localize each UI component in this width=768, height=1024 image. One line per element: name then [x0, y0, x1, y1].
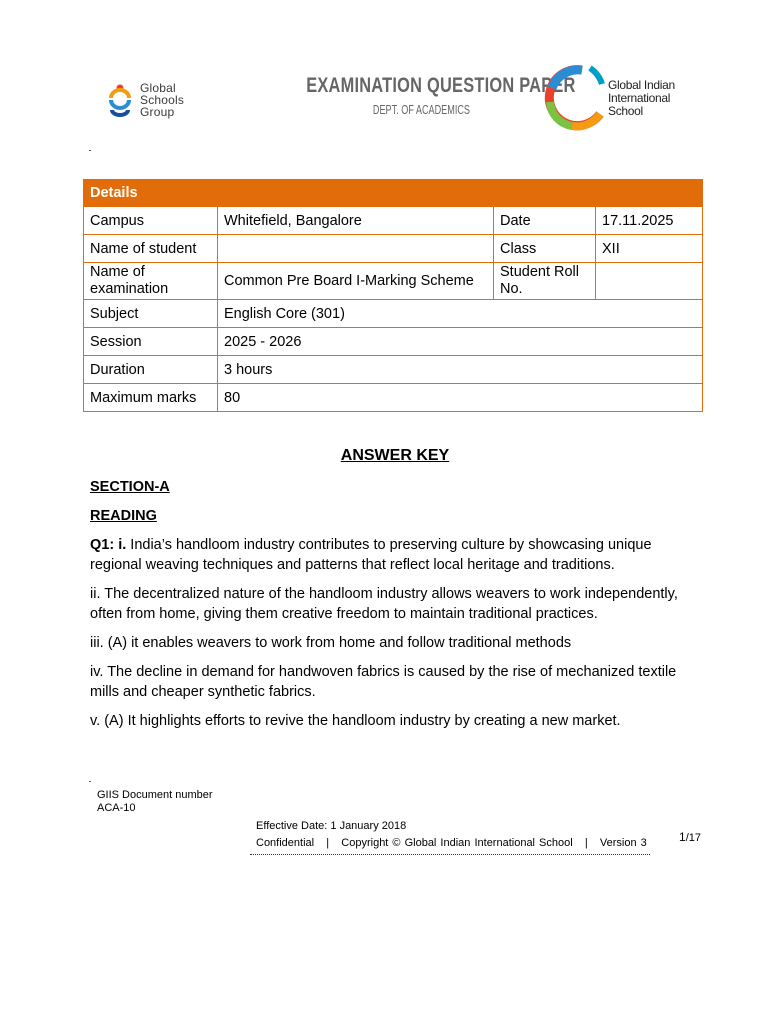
gsg-line-3: Group [140, 105, 175, 119]
giis-line-1: Global Indian [608, 77, 675, 92]
gsg-logo-text [140, 82, 184, 118]
max-marks-label: Maximum marks [84, 384, 218, 412]
confidential-notice: Confidential | Copyright © Global Indian International School | Version 3 [256, 837, 647, 849]
class-value: XII [596, 235, 703, 263]
roll-no-value [596, 263, 703, 300]
table-row [84, 356, 703, 384]
table-row [84, 384, 703, 412]
giis-logo [542, 62, 675, 134]
section-heading: SECTION-A [90, 479, 170, 495]
document-header [88, 60, 703, 140]
exam-name-value: Common Pre Board I-Marking Scheme [218, 263, 494, 300]
document-number-block [97, 789, 213, 815]
page-current: 1 [679, 830, 686, 844]
gsg-line-1: Global [140, 81, 176, 95]
subject-value: English Core (301) [218, 300, 703, 328]
answer-q1-iv: iv. The decline in demand for handwoven fabrics is caused by the rise of mechanized textile mills and cheaper synthetic fabrics. [90, 664, 677, 700]
duration-label: Duration [84, 356, 218, 384]
subject-label: Subject [84, 300, 218, 328]
giis-line-3: School [608, 103, 643, 118]
date-label: Date [494, 207, 596, 235]
details-table [83, 179, 703, 412]
page-total: /17 [685, 832, 701, 844]
q1-label: Q1: i. [90, 537, 127, 553]
campus-value: Whitefield, Bangalore [218, 207, 494, 235]
student-name-label: Name of student [84, 235, 218, 263]
answer-q1-v: v. (A) It highlights efforts to revive the handloom industry by creating a new market. [90, 713, 621, 729]
table-row [84, 235, 703, 263]
class-label: Class [494, 235, 596, 263]
dept-subtitle: DEPT. OF ACADEMICS [372, 102, 470, 117]
student-name-value [218, 235, 494, 263]
answer-key-content [90, 446, 690, 740]
global-schools-group-logo [106, 82, 184, 118]
details-header-row [84, 180, 703, 207]
paragraph-mark [89, 781, 91, 782]
details-heading: Details [84, 180, 703, 207]
session-label: Session [84, 328, 218, 356]
date-value: 17.11.2025 [596, 207, 703, 235]
global-schools-group-logo-icon [106, 83, 134, 117]
giis-logo-text [608, 79, 675, 118]
max-marks-value: 80 [218, 384, 703, 412]
table-row [84, 300, 703, 328]
page-number [679, 830, 701, 844]
exam-paper-heading [260, 74, 576, 117]
session-value: 2025 - 2026 [218, 328, 703, 356]
duration-value: 3 hours [218, 356, 703, 384]
answer-key-title: ANSWER KEY [340, 447, 450, 464]
table-row [84, 207, 703, 235]
q1-i-text: India’s handloom industry contributes to preserving culture by showcasing unique regional weaving techniques and patterns that reflect local heritage and traditions. [90, 537, 652, 573]
answer-q1-ii: ii. The decentralized nature of the handloom industry allows weavers to work independently, often from home, giving them creative freedom to maintain traditional practices. [90, 586, 678, 622]
paragraph-mark [89, 150, 91, 151]
table-row [84, 263, 703, 300]
footer-divider [250, 854, 650, 855]
document-number-label: GIIS Document number [97, 789, 213, 801]
exam-name-label: Name of examination [84, 263, 218, 300]
table-row [84, 328, 703, 356]
giis-swirl-logo-icon [542, 62, 606, 134]
roll-no-label: Student Roll No. [494, 263, 596, 300]
answer-q1-i [90, 535, 690, 575]
giis-line-2: International [608, 90, 671, 105]
effective-date: Effective Date: 1 January 2018 [256, 820, 407, 832]
campus-label: Campus [84, 207, 218, 235]
gsg-line-2: Schools [140, 93, 185, 107]
exam-paper-title: EXAMINATION QUESTION PAPER [306, 74, 576, 97]
document-number: ACA-10 [97, 802, 136, 814]
reading-heading: READING [90, 508, 157, 524]
answer-q1-iii: iii. (A) it enables weavers to work from home and follow traditional methods [90, 635, 572, 651]
